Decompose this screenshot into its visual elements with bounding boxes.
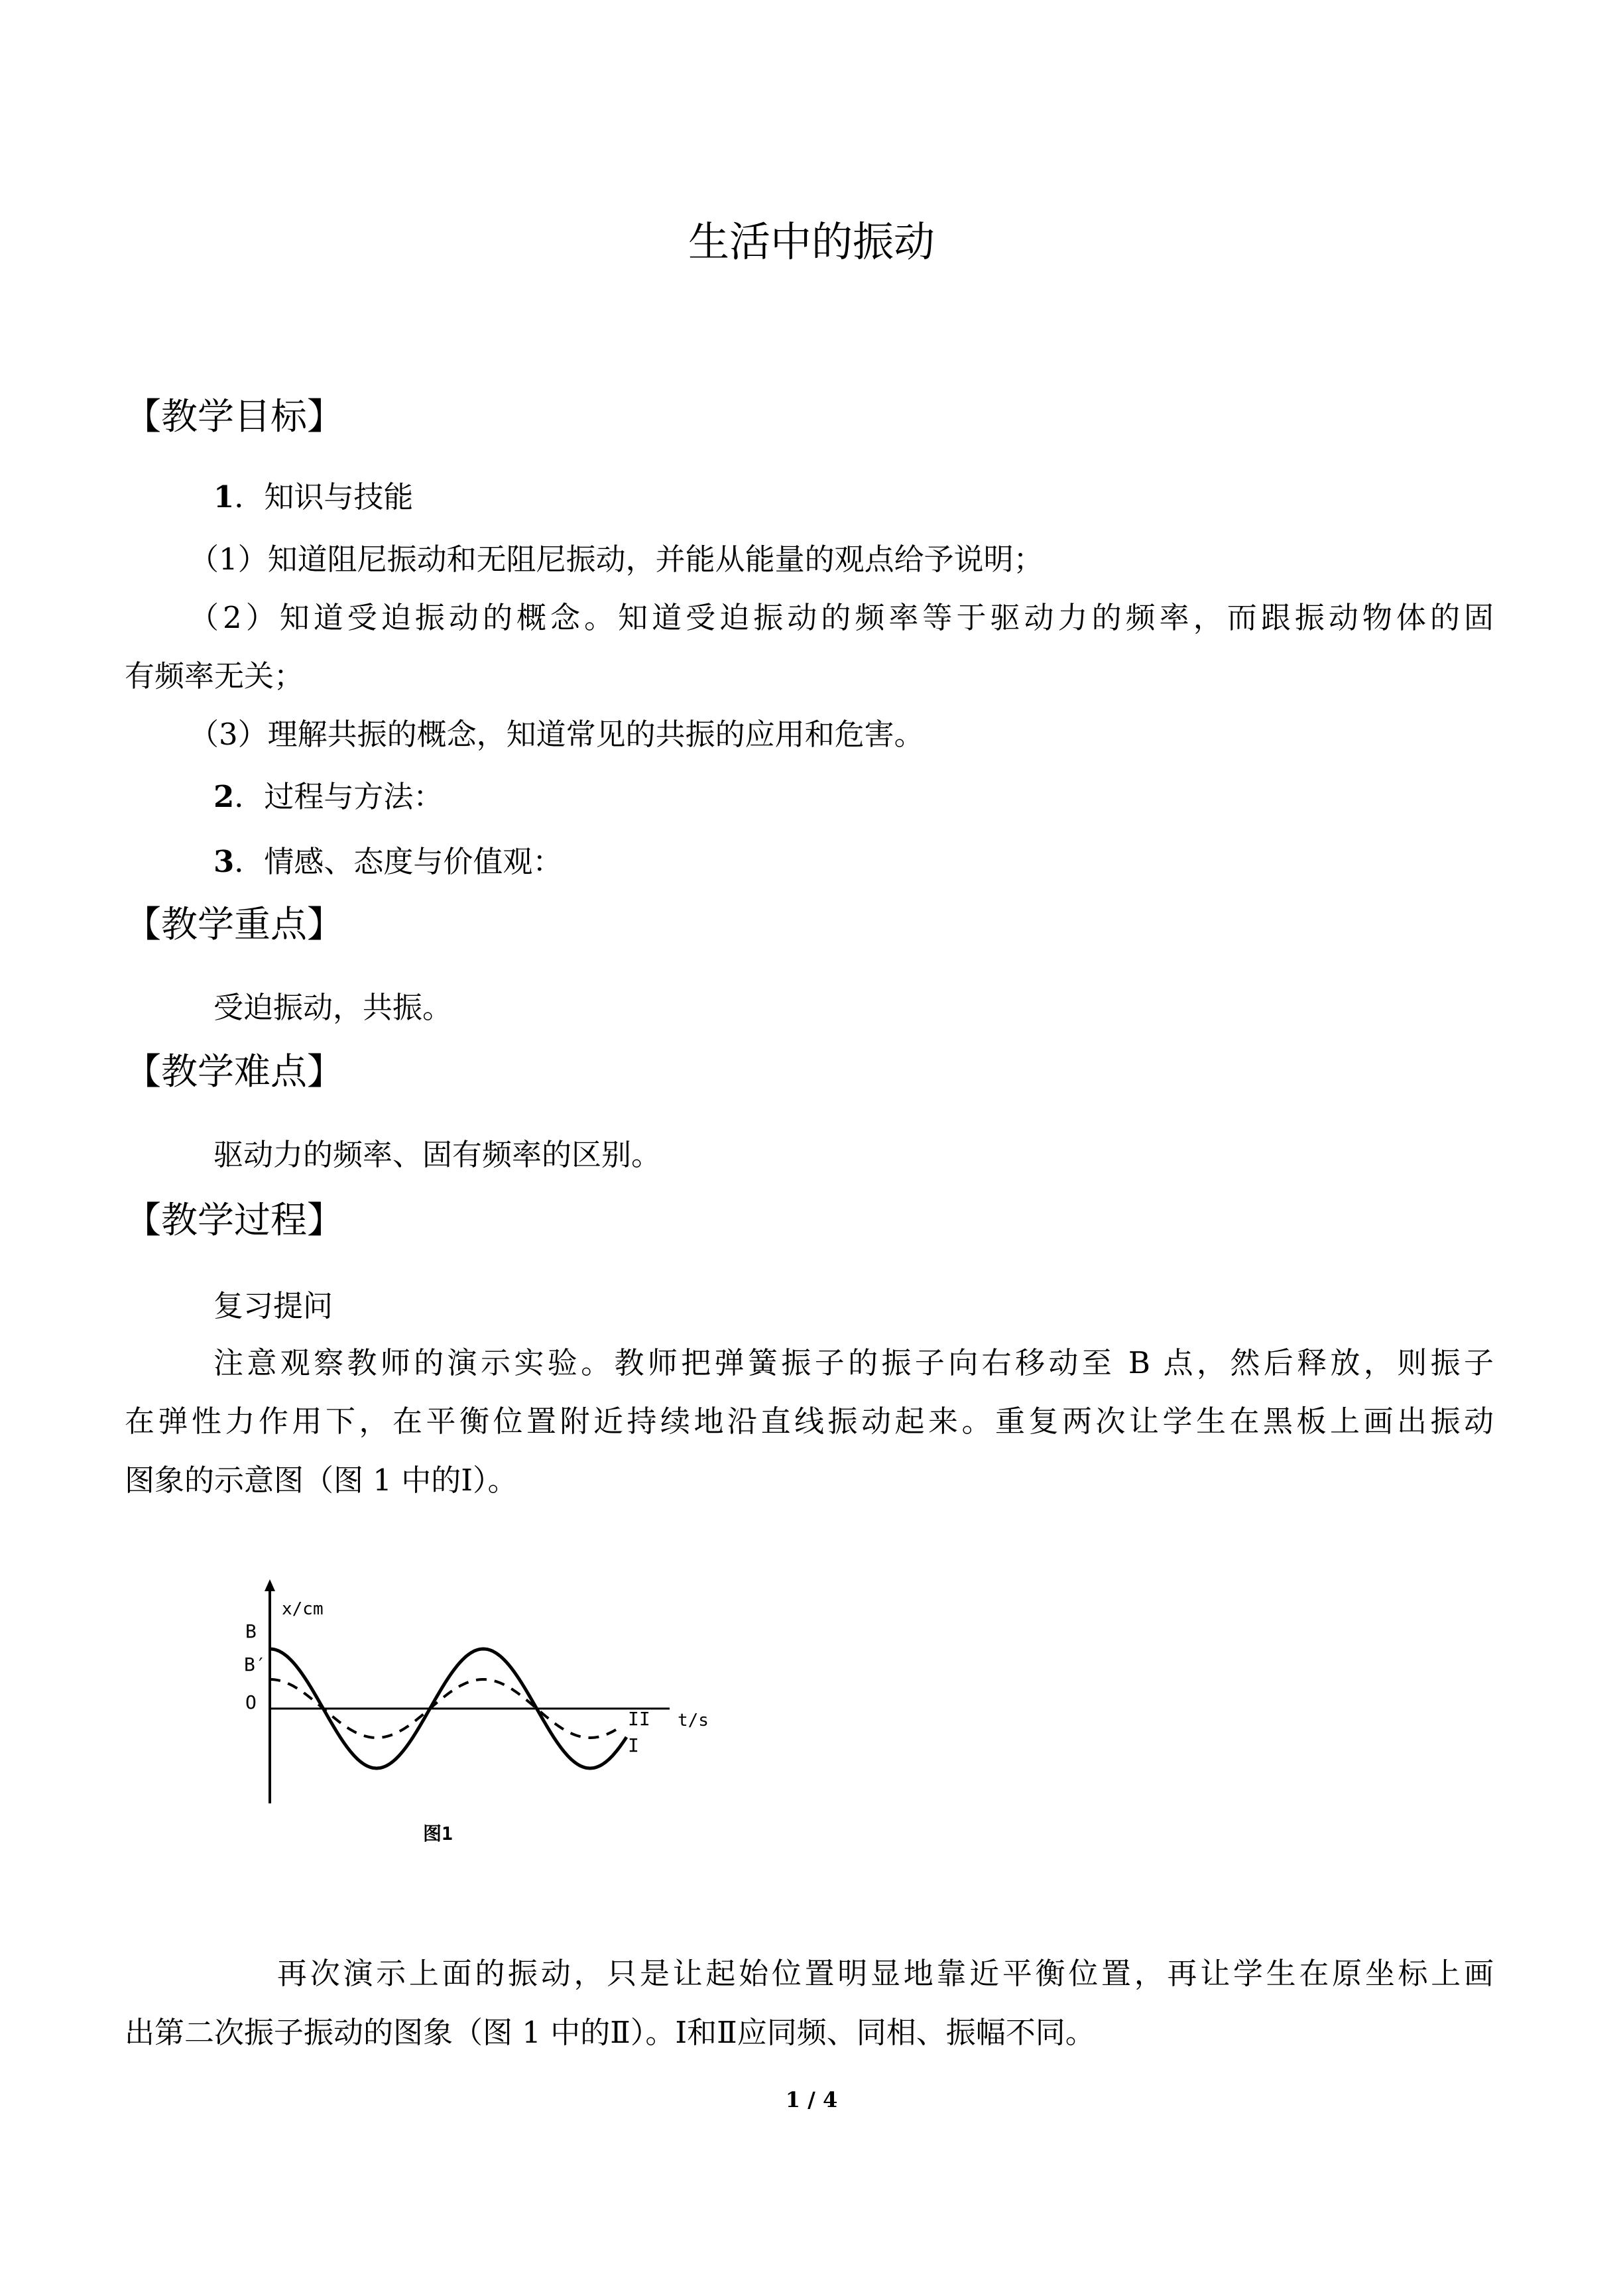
page-number: 1 / 4	[785, 2087, 838, 2112]
process-para-2-line-2: 出第二次振子振动的图象（图 1 中的Ⅱ）。Ⅰ和Ⅱ应同频、同相、振幅不同。	[125, 2015, 1095, 2050]
y-axis-label: x/cm	[282, 1599, 324, 1619]
figure-1-chart	[225, 1578, 743, 1843]
objective-sub-2-line-2: 有频率无关；	[125, 658, 304, 694]
figure-caption: 图1	[423, 1823, 453, 1843]
difficulties-text: 驱动力的频率、固有频率的区别。	[213, 1137, 662, 1172]
y-axis-arrow	[265, 1579, 275, 1591]
review-label: 复习提问	[213, 1288, 333, 1323]
objective-sub-1: （1）知道阻尼振动和无阻尼振动，并能从能量的观点给予说明；	[189, 542, 1044, 577]
objective-item-1: 1．知识与技能	[213, 479, 414, 514]
section-heading-key-points: 【教学重点】	[125, 903, 344, 945]
process-para-1-line-3: 图象的示意图（图 1 中的Ⅰ）。	[125, 1463, 518, 1498]
curve-I-label: I	[628, 1734, 639, 1756]
tick-label-B-prime: B′	[244, 1654, 267, 1675]
objective-sub-3: （3）理解共振的概念，知道常见的共振的应用和危害。	[189, 717, 924, 752]
objective-item-3: 3．情感、态度与价值观：	[213, 844, 563, 879]
process-para-1-line-2: 在弹性力作用下，在平衡位置附近持续地沿直线振动起来。重复两次让学生在黑板上画出振动	[125, 1404, 1494, 1439]
section-heading-difficulties: 【教学难点】	[125, 1050, 344, 1093]
curve-II-label: II	[628, 1708, 650, 1730]
objective-item-2: 2．过程与方法：	[213, 779, 444, 814]
x-axis-label: t/s	[678, 1711, 709, 1730]
section-heading-process: 【教学过程】	[125, 1199, 344, 1241]
tick-label-O: O	[245, 1691, 257, 1713]
section-heading-objectives: 【教学目标】	[125, 395, 344, 438]
process-para-2-line-1: 再次演示上面的振动，只是让起始位置明显地靠近平衡位置，再让学生在原坐标上画	[277, 1956, 1494, 1991]
tick-label-B: B	[245, 1620, 257, 1642]
objective-sub-2-line-1: （2）知道受迫振动的概念。知道受迫振动的频率等于驱动力的频率，而跟振动物体的固	[189, 600, 1494, 635]
page-title: 生活中的振动	[688, 217, 935, 266]
key-points-text: 受迫振动，共振。	[213, 990, 453, 1025]
process-para-1-line-1: 注意观察教师的演示实验。教师把弹簧振子的振子向右移动至 B 点，然后释放，则振子	[213, 1345, 1494, 1380]
